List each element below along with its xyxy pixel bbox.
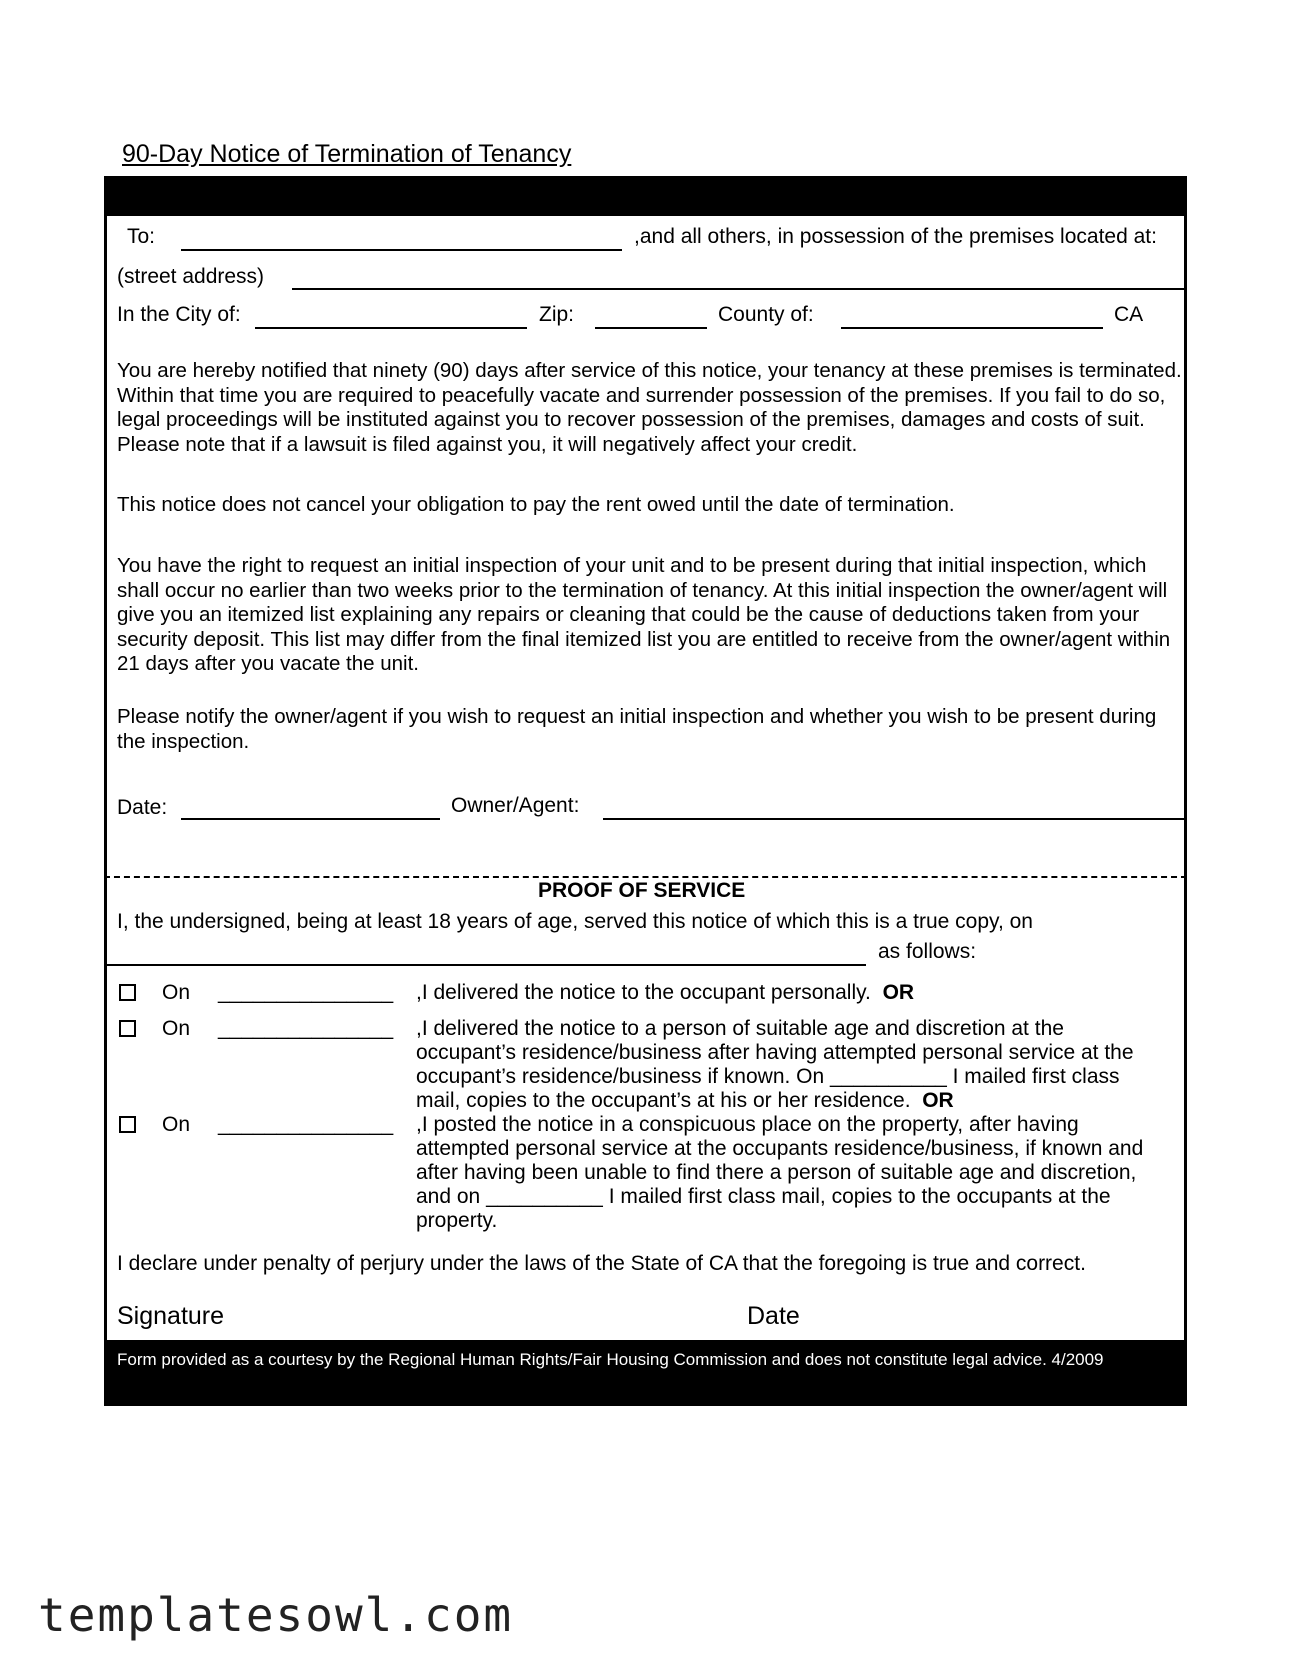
state-label: CA (1114, 303, 1144, 326)
on-label: On (162, 981, 191, 1004)
option-personal-text: ,I delivered the notice to the occupant personally. OR (416, 981, 915, 1004)
option-substituted-line-3: occupant’s residence/business if known. On __________ I mailed first class (416, 1065, 1120, 1088)
service-date-field[interactable] (106, 964, 866, 966)
street-label: (street address) (117, 265, 265, 288)
street-address-field[interactable] (292, 288, 1187, 290)
notify-paragraph: Please notify the owner/agent if you wish to request an initial inspection and whether you wish to be present during the inspection. (117, 705, 1157, 753)
date-label: Date: (117, 796, 168, 819)
posting-service-checkbox[interactable] (119, 1116, 136, 1133)
personal-date-blank[interactable]: _______________ (218, 981, 394, 1004)
as-follows-label: as follows: (878, 940, 977, 963)
watermark: templatesowl.com (38, 1588, 514, 1642)
or-label: OR (882, 981, 915, 1004)
substituted-service-checkbox[interactable] (119, 1020, 136, 1037)
date-field[interactable] (181, 818, 440, 820)
county-field[interactable] (841, 327, 1103, 329)
option-posting-line-5: property. (416, 1209, 498, 1232)
to-label: To: (127, 225, 156, 248)
city-label: In the City of: (117, 303, 241, 326)
on-label: On (162, 1113, 191, 1136)
option-substituted-line-2: occupant’s residence/business after having attempted personal service at the (416, 1041, 1134, 1064)
option-posting-line-2: attempted personal service at the occupants residence/business, if known and (416, 1137, 1144, 1160)
county-label: County of: (718, 303, 814, 326)
proof-intro: I, the undersigned, being at least 18 years of age, served this notice of which this is a true copy, on (117, 910, 1033, 933)
zip-label: Zip: (539, 303, 575, 326)
owner-agent-field[interactable] (603, 818, 1187, 820)
termination-paragraph: You are hereby notified that ninety (90) days after service of this notice, your tenancy at these premises is terminated. Within that time you are required to peacefully vacate and surrender possession of the premises. If you fail to do so, legal proceedings will be instituted against you to recover possession of the premises, damages and costs of suit. Please note that if a lawsuit is filed against you, it will negatively affect your credit. (117, 359, 1182, 456)
option-posting-line-3: after having been unable to find there a person of suitable age and discretion, (416, 1161, 1137, 1184)
zip-field[interactable] (595, 327, 707, 329)
on-label: On (162, 1017, 191, 1040)
personal-service-checkbox[interactable] (119, 984, 136, 1001)
posting-date-blank[interactable]: _______________ (218, 1113, 394, 1136)
city-field[interactable] (255, 327, 527, 329)
header-bar (104, 176, 1187, 216)
divider (104, 876, 1187, 878)
or-label: OR (922, 1089, 954, 1112)
option-substituted-line-4: mail, copies to the occupant’s at his or her residence. OR (416, 1089, 954, 1112)
to-name-field[interactable] (181, 249, 622, 251)
others-text: ,and all others, in possession of the premises located at: (634, 225, 1157, 248)
page-title: 90-Day Notice of Termination of Tenancy (122, 140, 572, 168)
owner-agent-label: Owner/Agent: (451, 794, 580, 817)
option-posting-line-4: and on __________ I mailed first class mail, copies to the occupants at the (416, 1185, 1111, 1208)
proof-heading: PROOF OF SERVICE (538, 879, 746, 902)
footer-disclaimer: Form provided as a courtesy by the Regional Human Rights/Fair Housing Commission and does not constitute legal advice. 4/2009 (104, 1340, 1187, 1406)
inspection-paragraph: You have the right to request an initial inspection of your unit and to be present during that initial inspection, which shall occur no earlier than two weeks prior to the termination of tenancy. At this initial inspection the owner/agent will give you an itemized list explaining any repairs or cleaning that could be the cause of deductions taken from your security deposit. This list may differ from the final itemized list you are entitled to receive from the owner/agent within 21 days after you vacate the unit. (117, 554, 1171, 676)
signature-label: Signature (117, 1302, 225, 1330)
substituted-date-blank[interactable]: _______________ (218, 1017, 394, 1040)
perjury-declaration: I declare under penalty of perjury under the laws of the State of CA that the foregoing is true and correct. (117, 1252, 1086, 1275)
signature-date-label: Date (747, 1302, 800, 1330)
option-posting-line-1: ,I posted the notice in a conspicuous place on the property, after having (416, 1113, 1079, 1136)
option-substituted-line-1: ,I delivered the notice to a person of suitable age and discretion at the (416, 1017, 1064, 1040)
rent-obligation-paragraph: This notice does not cancel your obligation to pay the rent owed until the date of termination. (117, 493, 955, 516)
